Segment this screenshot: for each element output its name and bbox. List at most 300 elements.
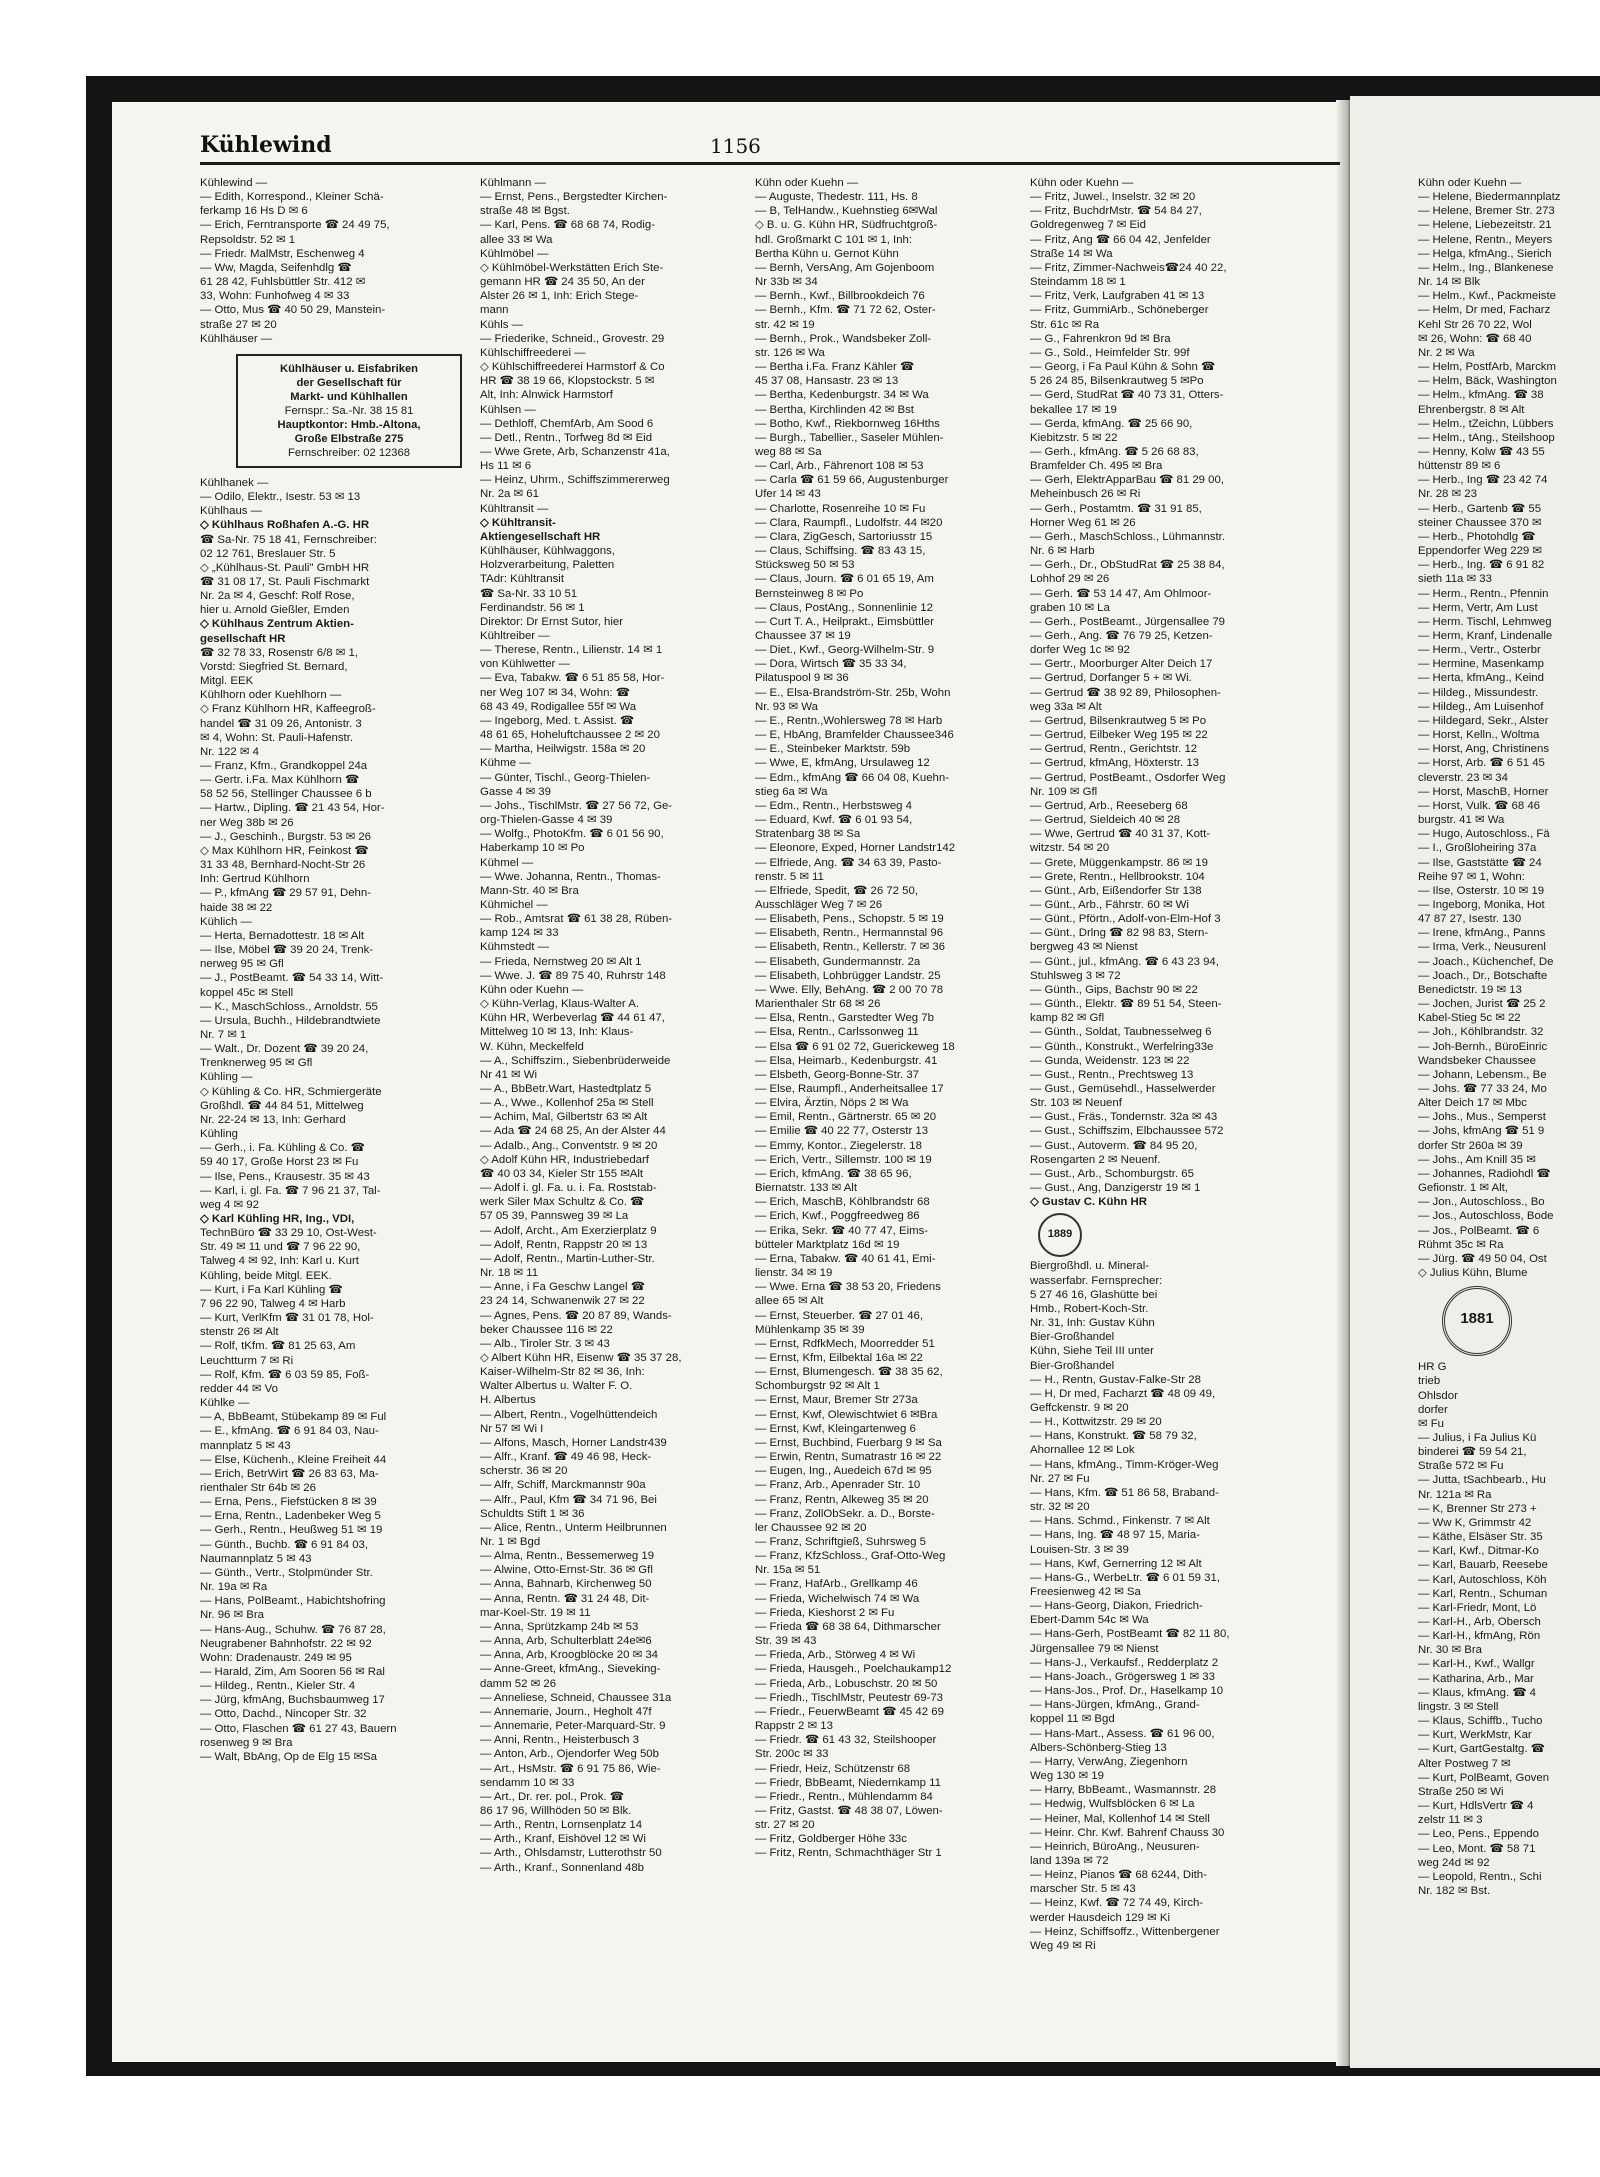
directory-entry: — Hans, Konstrukt. ☎ 58 79 32,	[1030, 1430, 1197, 1443]
directory-entry: — Charlotte, Rosenreihe 10 ✉ Fu	[755, 502, 926, 515]
directory-entry: mannplatz 5 ✉ 43	[200, 1439, 291, 1452]
directory-entry: — Erich, kfmAng. ☎ 38 65 96,	[755, 1167, 912, 1180]
directory-entry: ◇ Kühlmöbel-Werkstätten Erich Ste-	[480, 261, 664, 274]
directory-entry: — Agnes, Pens. ☎ 20 87 89, Wands-	[480, 1309, 672, 1322]
directory-entry: — Herm, Kranf, Lindenalle	[1418, 630, 1553, 642]
directory-entry: — Botho, Kwf., Riekbornweg 16Hths	[755, 417, 940, 430]
directory-entry: ◇ Kühling & Co. HR, Schmiergeräte	[200, 1085, 382, 1098]
directory-entry: — Gerh, ElektrApparBau ☎ 81 29 00,	[1030, 474, 1225, 487]
directory-entry: — Hugo, Autoschloss., Fä	[1418, 828, 1550, 841]
directory-entry: Kühn oder Kuehn —	[1030, 177, 1134, 189]
directory-entry: ✉ 4, Wohn: St. Pauli-Hafenstr.	[200, 731, 354, 744]
directory-entry: — Alfr., Kranf. ☎ 49 46 98, Heck-	[480, 1451, 652, 1464]
directory-entry: — Ilse, Gaststätte ☎ 24	[1418, 856, 1542, 869]
directory-entry: — Walt., Dr. Dozent ☎ 39 20 24,	[200, 1043, 369, 1056]
advertisement-box	[236, 354, 462, 468]
directory-entry: Alt, Inh: Alnwick Harmstorf	[480, 389, 613, 402]
directory-entry: — Alfr, Schiff, Marckmannstr 90a	[480, 1479, 646, 1492]
directory-entry: — Herta, kfmAng., Keind	[1418, 672, 1544, 685]
directory-entry: — Bernh., Kwf., Billbrookdeich 76	[755, 290, 925, 303]
directory-entry: Bertha Kühn u. Gernot Kühn	[755, 247, 899, 260]
directory-entry: — Gust., Ang, Danzigerstr 19 ✉ 1	[1030, 1182, 1201, 1195]
directory-entry: koppel 45c ✉ Stell	[200, 986, 294, 999]
directory-entry: — Günth., Buchb. ☎ 6 91 84 03,	[200, 1538, 369, 1551]
directory-entry: Ausschläger Weg 7 ✉ 26	[755, 898, 883, 911]
directory-entry: — Fritz, Zimmer-Nachweis☎24 40 22,	[1030, 261, 1227, 274]
directory-entry: ◇ Max Kühlhorn HR, Feinkost ☎	[200, 844, 369, 857]
directory-entry: — Leo, Mont. ☎ 58 71	[1418, 1842, 1536, 1855]
directory-entry: — Gust., Arb., Schomburgstr. 65	[1030, 1167, 1194, 1180]
directory-entry: — Bertha, Kedenburgstr. 34 ✉ Wa	[755, 389, 929, 402]
directory-entry: weg 33a ✉ Alt	[1030, 700, 1102, 713]
directory-entry: — Frieda ☎ 68 38 64, Dithmarscher	[755, 1620, 941, 1633]
directory-entry: Jürgensallee 79 ✉ Nienst	[1030, 1642, 1159, 1655]
directory-entry: — Wwe Grete, Arb, Schanzenstr 41a,	[480, 445, 670, 458]
directory-entry: — Edm., Rentn., Herbstsweg 4	[755, 799, 912, 812]
directory-entry: — Ernst, Kfm, Eilbektal 16a ✉ 22	[755, 1351, 923, 1364]
directory-entry: — Elisabeth, Pens., Schopstr. 5 ✉ 19	[755, 913, 944, 926]
directory-entry: HR G	[1418, 1361, 1447, 1374]
directory-entry: Nr 33b ✉ 34	[755, 276, 818, 289]
directory-entry: dorfer Str 260a ✉ 39	[1418, 1139, 1523, 1152]
directory-entry: Inh: Gertrud Kühlhorn	[200, 873, 310, 886]
directory-entry: — Gertrud, Eilbeker Weg 195 ✉ 22	[1030, 729, 1208, 742]
directory-entry: — Friedr., Rentn., Mühlendamm 84	[755, 1790, 933, 1803]
directory-entry: — Gerh., Postamtm. ☎ 31 91 85,	[1030, 502, 1202, 515]
directory-entry: — Detl., Rentn., Torfweg 8d ✉ Eid	[480, 431, 653, 444]
directory-entry: Wohn: Dradenaustr. 249 ✉ 95	[200, 1651, 352, 1664]
directory-entry: Kühmel —	[480, 856, 534, 869]
directory-entry: Kühn oder Kuehn —	[755, 177, 859, 189]
directory-entry: ☎ Sa-Nr. 33 10 51	[480, 587, 578, 600]
directory-entry: — Odilo, Elektr., Isestr. 53 ✉ 13	[200, 491, 361, 504]
directory-entry: — Fritz, Rentn, Schmachthäger Str 1	[755, 1847, 942, 1860]
directory-entry: — Grete, Rentn., Hellbrookstr. 104	[1030, 870, 1205, 883]
directory-entry: — P., kfmAng ☎ 29 57 91, Dehn-	[200, 887, 372, 900]
directory-entry: 5 26 24 85, Bilsenkrautweg 5 ✉Po	[1030, 375, 1204, 388]
directory-entry: — J., Geschinh., Burgstr. 53 ✉ 26	[200, 830, 371, 843]
directory-entry: stieg 6a ✉ Wa	[755, 785, 828, 798]
directory-entry: — Anna, Sprützkamp 24b ✉ 53	[480, 1620, 639, 1633]
directory-entry: kamp 82 ✉ Gfl	[1030, 1012, 1105, 1025]
directory-entry: — Harald, Zim, Am Sooren 56 ✉ Ral	[200, 1666, 385, 1678]
directory-entry: — Elsa, Heimarb., Kedenburgstr. 41	[755, 1054, 938, 1067]
directory-entry: Kühlmöbel —	[480, 247, 549, 260]
directory-entry: — Gertr., Moorburger Alter Deich 17	[1030, 658, 1213, 671]
directory-entry: — Günt., Pförtn., Adolf-von-Elm-Hof 3	[1030, 913, 1221, 926]
directory-entry: — Bernh., Prok., Wandsbeker Zoll-	[755, 332, 932, 345]
directory-entry: — Elsbeth, Georg-Bonne-Str. 37	[755, 1068, 919, 1081]
directory-entry: — Günt., Arb, Eißendorfer Str 138	[1030, 884, 1202, 897]
directory-entry: Str. 200c ✉ 33	[755, 1748, 829, 1761]
directory-entry: Walter Albertus u. Walter F. O.	[480, 1380, 633, 1393]
directory-entry: — Claus, PostAng., Sonnenlinie 12	[755, 601, 933, 614]
directory-entry: werk Siler Max Schultz & Co. ☎	[480, 1196, 645, 1209]
directory-entry: ◇ Franz Kühlhorn HR, Kaffeegroß-	[200, 703, 376, 716]
directory-entry: Nr. 122 ✉ 4	[200, 745, 259, 758]
directory-entry: Talweg 4 ✉ 92, Inh: Karl u. Kurt	[200, 1255, 359, 1268]
scan-bottom-edge	[86, 2068, 1600, 2076]
directory-entry: — Walt, BbAng, Op de Elg 15 ✉Sa	[200, 1750, 377, 1763]
directory-entry: — Gertrud, Sieldeich 40 ✉ 28	[1030, 814, 1181, 827]
directory-entry: — Gerh., MaschSchloss., Lühmannstr.	[1030, 530, 1225, 543]
directory-entry: — Elfriede, Ang. ☎ 34 63 39, Pasto-	[755, 856, 942, 869]
directory-entry: — Anna, Bahnarb, Kirchenweg 50	[480, 1578, 652, 1591]
directory-entry: Nr. 27 ✉ Fu	[1030, 1472, 1090, 1485]
directory-entry: — Elfriede, Spedit, ☎ 26 72 50,	[755, 884, 918, 897]
directory-entry: — Günt., Drlng ☎ 82 98 83, Stern-	[1030, 927, 1209, 940]
directory-entry: Nr 57 ✉ Wi I	[480, 1422, 544, 1435]
directory-entry: — Herm, Vertr, Am Lust	[1418, 601, 1538, 614]
directory-entry: — Irene, kfmAng., Panns	[1418, 927, 1546, 940]
directory-entry: — Ernst, Buchbind, Fuerbarg 9 ✉ Sa	[755, 1436, 942, 1449]
directory-entry: Str. 39 ✉ 43	[755, 1635, 817, 1648]
directory-entry: — Eva, Tabakw. ☎ 6 51 85 58, Hor-	[480, 672, 665, 685]
directory-entry: 7 96 22 90, Talweg 4 ✉ Harb	[200, 1297, 346, 1310]
directory-entry: sendamm 10 ✉ 33	[480, 1776, 575, 1789]
directory-entry: Kühmichel —	[480, 898, 548, 911]
directory-entry: — K, Brenner Str 273 +	[1418, 1502, 1537, 1515]
ad-heading-line: Markt- und Kühlhallen	[290, 390, 408, 403]
directory-entry: — H., Rentn, Gustav-Falke-Str 28	[1030, 1373, 1201, 1386]
directory-entry: — H., Kottwitzstr. 29 ✉ 20	[1030, 1416, 1162, 1429]
directory-entry: sieth 11a ✉ 33	[1418, 573, 1492, 586]
directory-entry: Kühlhanek —	[200, 476, 269, 489]
directory-entry: Albers-Schönberg-Stieg 13	[1030, 1741, 1167, 1754]
directory-entry: Kaiser-Wilhelm-Str 82 ✉ 36, Inh:	[480, 1366, 645, 1379]
directory-entry: — Hildeg., Rentn., Kieler Str. 4	[200, 1680, 356, 1693]
directory-entry: Gefionstr. 1 ✉ Alt,	[1418, 1182, 1508, 1195]
directory-entry: — E., kfmAng. ☎ 6 91 84 03, Nau-	[200, 1425, 379, 1438]
directory-entry: — Arth., Kranf, Eishövel 12 ✉ Wi	[480, 1833, 646, 1846]
directory-entry: steiner Chaussee 370 ✉	[1418, 516, 1542, 529]
directory-entry: — Wwe, Gertrud ☎ 40 31 37, Kott-	[1030, 828, 1211, 841]
directory-entry: — Otto, Mus ☎ 40 50 29, Manstein-	[200, 304, 386, 317]
directory-entry: — Ernst, Blumengesch. ☎ 38 35 62,	[755, 1366, 943, 1379]
directory-entry: redder 44 ✉ Vo	[200, 1382, 278, 1395]
directory-entry: Nr. 19a ✉ Ra	[200, 1581, 268, 1594]
directory-entry: Kühmstedt —	[480, 941, 550, 954]
directory-entry: witzstr. 54 ✉ 20	[1030, 842, 1110, 855]
directory-entry: Leuchtturm 7 ✉ Ri	[200, 1354, 294, 1367]
directory-entry: Alster 26 ✉ 1, Inh: Erich Stege-	[480, 290, 639, 303]
directory-entry: — Helm., tZeichn, Lübbers	[1418, 417, 1554, 430]
directory-entry: — Heinz, Schiffsoffz., Wittenbergener	[1030, 1925, 1220, 1938]
directory-entry: — Gerh., kfmAng. ☎ 5 26 68 83,	[1030, 445, 1199, 458]
directory-entry: — Frieda, Hausgeh., Poelchaukamp12	[755, 1663, 952, 1676]
directory-entry: — Gerh., Rentn., Heußweg 51 ✉ 19	[200, 1524, 383, 1537]
directory-entry: — Wwe. Elly, BehAng. ☎ 2 00 70 78	[755, 983, 944, 996]
column-4	[1030, 176, 1328, 2006]
directory-entry: — Elsa ☎ 6 91 02 72, Guerickeweg 18	[755, 1040, 955, 1053]
directory-entry: bergweg 43 ✉ Nienst	[1030, 941, 1138, 954]
directory-entry: — Alwine, Otto-Ernst-Str. 36 ✉ Gfl	[480, 1564, 653, 1577]
directory-entry: — Clara, Raumpfl., Ludolfstr. 44 ✉20	[755, 516, 943, 529]
directory-entry: — Helm., Kwf., Packmeiste	[1418, 290, 1556, 303]
directory-entry: — Johs., Am Knill 35 ✉	[1418, 1153, 1536, 1166]
directory-entry: — Annemarie, Peter-Marquard-Str. 9	[480, 1720, 666, 1733]
directory-entry: Horner Weg 61 ✉ 26	[1030, 516, 1136, 529]
directory-entry: — Gust., Fräs., Tondernstr. 32a ✉ 43	[1030, 1111, 1218, 1124]
directory-entry: renstr. 5 ✉ 11	[755, 870, 824, 883]
directory-entry: Naumannplatz 5 ✉ 43	[200, 1552, 312, 1565]
directory-entry: — Ilse, Osterstr. 10 ✉ 19	[1418, 884, 1545, 897]
directory-entry: 48 61 65, Hoheluftchaussee 2 ✉ 20	[480, 729, 660, 742]
directory-entry: — Erwin, Rentn, Sumatrastr 16 ✉ 22	[755, 1451, 942, 1464]
directory-entry: Nr. 6 ✉ Harb	[1030, 545, 1095, 558]
directory-entry: — Ernst, Maur, Bremer Str 273a	[755, 1394, 918, 1407]
directory-entry: — Else, Küchenh., Kleine Freiheit 44	[200, 1453, 387, 1466]
directory-entry: — Kurt, GartGestaltg. ☎	[1418, 1743, 1545, 1756]
directory-entry: — Heinrich, BüroAng., Neusuren-	[1030, 1840, 1200, 1853]
directory-entry: — Gerh., Ang. ☎ 76 79 25, Ketzen-	[1030, 630, 1213, 642]
directory-entry: Steindamm 18 ✉ 1	[1030, 276, 1126, 289]
directory-entry: hier u. Arnold Gießler, Emden	[200, 604, 350, 617]
directory-entry: ✉ 26, Wohn: ☎ 68 40	[1418, 332, 1532, 345]
directory-entry: Trenknerweg 95 ✉ Gfl	[200, 1057, 313, 1070]
directory-entry: bütteler Marktplatz 16d ✉ 19	[755, 1238, 900, 1251]
directory-entry: — K., MaschSchloss., Arnoldstr. 55	[200, 1000, 378, 1013]
directory-entry: — Bernh., Kfm. ☎ 71 72 62, Oster-	[755, 304, 936, 317]
directory-entry: Kühme —	[480, 757, 531, 770]
company-seal: 1889	[1038, 1213, 1082, 1257]
directory-entry: — Gunda, Weidenstr. 123 ✉ 22	[1030, 1054, 1190, 1067]
directory-entry: — Johannes, Radiohdl ☎	[1418, 1167, 1551, 1180]
directory-entry: — Karl-H., Kwf., Wallgr	[1418, 1658, 1535, 1671]
directory-entry: — Karl-Friedr, Mont, Lö	[1418, 1601, 1537, 1614]
directory-entry: Kühltreiber —	[480, 630, 550, 642]
directory-entry: — Adalb., Ang., Conventstr. 9 ✉ 20	[480, 1139, 658, 1152]
directory-entry: ferkamp 16 Hs D ✉ 6	[200, 205, 308, 218]
directory-entry: — Annemarie, Journ., Hegholt 47f	[480, 1705, 652, 1718]
directory-entry: rosenweg 9 ✉ Bra	[200, 1736, 293, 1749]
directory-entry: hdl. Großmarkt C 101 ✉ 1, Inh:	[755, 233, 913, 246]
directory-entry: — Gust., Gemüsehdl., Hasselwerder	[1030, 1083, 1216, 1095]
directory-entry: — Gerh., i. Fa. Kühling & Co. ☎	[200, 1142, 365, 1155]
directory-entry: — Erich, Ferntransporte ☎ 24 49 75,	[200, 219, 390, 232]
directory-entry: — Heinz, Kwf. ☎ 72 74 49, Kirch-	[1030, 1897, 1204, 1910]
directory-entry: — Eduard, Kwf. ☎ 6 01 93 54,	[755, 814, 913, 827]
directory-entry: graben 10 ✉ La	[1030, 601, 1110, 614]
directory-entry: Nr. 1 ✉ Bgd	[480, 1536, 541, 1548]
directory-entry: ◇ Kühlhaus Roßhafen A.-G. HR	[200, 519, 370, 532]
directory-entry: allee 65 ✉ Alt	[755, 1295, 824, 1308]
directory-entry: Kühling	[200, 1128, 238, 1141]
directory-entry: Kühlschiffreederei —	[480, 346, 586, 359]
directory-entry: — A., BbBetr.Wart, Hastedtplatz 5	[480, 1083, 652, 1095]
directory-entry: ◇ Adolf Kühn HR, Industriebedarf	[480, 1153, 649, 1166]
directory-entry: Straße 572 ✉ Fu	[1418, 1460, 1504, 1473]
directory-entry: — Frieda, Arb., Störweg 4 ✉ Wi	[755, 1649, 916, 1662]
directory-entry: — Gertrud, Rentn., Gerichtstr. 12	[1030, 743, 1198, 756]
directory-entry: haide 38 ✉ 22	[200, 901, 273, 914]
directory-entry: Weg 49 ✉ Ri	[1030, 1939, 1096, 1952]
directory-entry: — Gertrud, kfmAng, Höxterstr. 13	[1030, 757, 1200, 770]
directory-entry: — Bernh, VersAng, Am Gojenboom	[755, 261, 935, 274]
directory-entry: — Franz, KfzSchloss., Graf-Otto-Weg	[755, 1550, 946, 1563]
directory-entry: Kühn HR, Werbeverlag ☎ 44 61 47,	[480, 1012, 665, 1025]
directory-entry: Ferdinandstr. 56 ✉ 1	[480, 601, 585, 614]
column-1	[200, 176, 468, 2006]
directory-entry: Kühlhäuser —	[200, 332, 273, 345]
directory-entry: 31 33 48, Bernhard-Nocht-Str 26	[200, 859, 366, 872]
directory-entry: straße 48 ✉ Bgst.	[480, 205, 570, 218]
directory-entry: — Johs., Mus., Semperst	[1418, 1111, 1546, 1124]
directory-entry: — Jos., PolBeamt. ☎ 6	[1418, 1224, 1540, 1237]
directory-entry: Nr 41 ✉ Wi	[480, 1068, 538, 1081]
directory-entry: Rosengarten 2 ✉ Neuenf.	[1030, 1153, 1161, 1166]
directory-entry: Kühlhorn oder Kuehlhorn —	[200, 689, 342, 702]
ad-detail-line: Fernschreiber: 02 12368	[288, 446, 410, 459]
directory-entry: weg 88 ✉ Sa	[755, 445, 822, 458]
directory-entry: land 139a ✉ 72	[1030, 1854, 1109, 1867]
directory-entry: ☎ 32 78 33, Rosenstr 6/8 ✉ 1,	[200, 646, 358, 659]
directory-entry: — Helm, Dr med, Facharz	[1418, 304, 1551, 317]
directory-entry: Wandsbeker Chaussee	[1418, 1054, 1536, 1067]
directory-entry: — Adolf, Rentn., Martin-Luther-Str.	[480, 1252, 655, 1265]
directory-entry: — Anna, Rentn. ☎ 31 24 48, Dit-	[480, 1592, 650, 1605]
directory-entry: — Herb., Photohdlg ☎	[1418, 530, 1536, 543]
directory-entry: — Horst, MaschB, Horner	[1418, 785, 1549, 798]
directory-entry: — Günth., Konstrukt., Werfelring33e	[1030, 1040, 1214, 1053]
directory-entry: burgstr. 41 ✉ Wa	[1418, 814, 1505, 827]
directory-entry: — Ada ☎ 24 68 25, An der Alster 44	[480, 1125, 666, 1138]
directory-entry: — Joh-Bernh., BüroEinric	[1418, 1040, 1548, 1053]
directory-entry: — Herb., Gartenb ☎ 55	[1418, 502, 1542, 515]
directory-entry: Nr. 2a ✉ 4, Geschf: Rolf Rose,	[200, 590, 355, 603]
directory-entry: — Fritz, Verk, Laufgraben 41 ✉ 13	[1030, 290, 1205, 303]
directory-entry: Straße 14 ✉ Wa	[1030, 247, 1113, 260]
directory-entry: rienthaler Str 64b ✉ 26	[200, 1481, 316, 1494]
directory-entry: — Hildeg., Am Luisenhof	[1418, 700, 1544, 713]
directory-entry: Kühlich —	[200, 915, 252, 928]
directory-entry: — Alb., Tiroler Str. 3 ✉ 43	[480, 1337, 610, 1350]
directory-entry: — Franz, Rentn, Alkeweg 35 ✉ 20	[755, 1493, 929, 1506]
directory-entry: Stratenbarg 38 ✉ Sa	[755, 828, 861, 841]
directory-entry: Straße 250 ✉ Wi	[1418, 1785, 1504, 1798]
directory-entry: trieb	[1418, 1375, 1441, 1388]
directory-entry: — Gertrud, Dorfanger 5 + ✉ Wi.	[1030, 672, 1192, 685]
directory-entry: — Franz, Arb., Apenrader Str. 10	[755, 1479, 921, 1492]
directory-entry: mann	[480, 304, 509, 317]
directory-entry: — Helene, Liebezeitstr. 21	[1418, 219, 1552, 232]
directory-entry: Biergroßhdl. u. Mineral-	[1030, 1260, 1150, 1273]
directory-entry: Kehl Str 26 70 22, Wol	[1418, 318, 1532, 331]
directory-entry: — Ingeborg, Monika, Hot	[1418, 898, 1545, 911]
directory-entry: Mühlenkamp 35 ✉ 39	[755, 1323, 865, 1336]
directory-entry: — Jos., Autoschloss, Bode	[1418, 1210, 1554, 1223]
directory-entry: — E, HbAng, Bramfelder Chaussee346	[755, 729, 954, 742]
directory-entry: — Günt., jul., kfmAng. ☎ 6 43 23 94,	[1030, 955, 1219, 968]
directory-entry: TAdr: Kühltransit	[480, 573, 564, 586]
directory-entry: str. 126 ✉ Wa	[755, 346, 825, 359]
directory-entry: — Friedr, BbBeamt, Niedernkamp 11	[755, 1776, 941, 1789]
directory-entry: Direktor: Dr Ernst Sutor, hier	[480, 615, 624, 628]
directory-entry: 47 87 27, Isestr. 130	[1418, 913, 1522, 926]
directory-entry: — Anneliese, Schneid, Chaussee 31a	[480, 1691, 672, 1704]
directory-entry: — Fritz, Gastst. ☎ 48 38 07, Löwen-	[755, 1804, 943, 1817]
directory-entry: Großhdl. ☎ 44 84 51, Mittelweg	[200, 1099, 364, 1112]
directory-entry: Nr. 14 ✉ Blk	[1418, 276, 1481, 289]
directory-entry: — Claus, Journ. ☎ 6 01 65 19, Am	[755, 573, 934, 586]
directory-entry: Ebert-Damm 54c ✉ Wa	[1030, 1614, 1149, 1627]
directory-entry: — Jochen, Jurist ☎ 25 2	[1418, 998, 1546, 1011]
directory-entry: — Johs., TischlMstr. ☎ 27 56 72, Ge-	[480, 799, 673, 812]
directory-entry: — Henny, Kolw ☎ 43 55	[1418, 445, 1545, 458]
directory-entry: — Georg, i Fa Paul Kühn & Sohn ☎	[1030, 361, 1216, 374]
directory-entry: Freesienweg 42 ✉ Sa	[1030, 1586, 1141, 1598]
directory-entry: — Dora, Wirtsch ☎ 35 33 34,	[755, 658, 907, 671]
directory-entry: — Horst, Vulk. ☎ 68 46	[1418, 799, 1541, 812]
directory-entry: ◇ Kühn-Verlag, Klaus-Walter A.	[480, 998, 640, 1011]
directory-entry: — Eugen, Ing., Auedeich 67d ✉ 95	[755, 1465, 932, 1478]
directory-entry: — Gerh. ☎ 53 14 47, Am Ohlmoor-	[1030, 587, 1212, 600]
directory-entry: — Alfr., Paul, Kfm ☎ 34 71 96, Bei	[480, 1493, 657, 1506]
directory-entry: — Fritz, BuchdrMstr. ☎ 54 84 27,	[1030, 205, 1202, 218]
directory-entry: — Herm., Vertr., Osterbr	[1418, 644, 1541, 657]
directory-entry: — Hans-Aug., Schuhw. ☎ 76 87 28,	[200, 1623, 386, 1636]
directory-entry: org-Thielen-Gasse 4 ✉ 39	[480, 814, 613, 827]
directory-entry: Lohhof 29 ✉ 26	[1030, 573, 1110, 586]
directory-entry: — Gust., Autoverm. ☎ 84 95 20,	[1030, 1139, 1198, 1152]
directory-entry: Weg 130 ✉ 19	[1030, 1770, 1104, 1783]
directory-entry: — Erich, BetrWirt ☎ 26 83 63, Ma-	[200, 1467, 379, 1480]
directory-entry: — Gertrud, PostBeamt., Osdorfer Weg	[1030, 771, 1226, 784]
directory-entry: Ufer 14 ✉ 43	[755, 488, 821, 501]
directory-entry: — Erika, Sekr. ☎ 40 77 47, Eims-	[755, 1224, 929, 1237]
directory-entry: — Carl, Arb., Fährenort 108 ✉ 53	[755, 460, 924, 473]
directory-entry: — Alfons, Masch, Horner Landstr439	[480, 1436, 667, 1449]
directory-entry: — Carla ☎ 61 59 66, Augustenburger	[755, 474, 949, 487]
directory-entry: — Fritz, GummiArb., Schöneberger	[1030, 304, 1209, 317]
directory-entry: Kühn, Siehe Teil III unter	[1030, 1345, 1154, 1358]
directory-entry: — Karl, Bauarb, Reesebe	[1418, 1559, 1548, 1572]
directory-entry: — Hans-G., WerbeLtr. ☎ 6 01 59 31,	[1030, 1571, 1220, 1584]
directory-entry: — Otto, Flaschen ☎ 61 27 43, Bauern	[200, 1722, 397, 1735]
directory-entry: — Johs. ☎ 77 33 24, Mo	[1418, 1083, 1547, 1095]
directory-entry: — Emilie ☎ 40 22 77, Osterstr 13	[755, 1125, 929, 1138]
directory-entry: Ahornallee 12 ✉ Lok	[1030, 1444, 1135, 1457]
directory-entry: — Else, Raumpfl., Anderheitsallee 17	[755, 1083, 944, 1095]
directory-entry: — Ilse, Pens., Krausestr. 35 ✉ 43	[200, 1170, 370, 1183]
directory-entry: Louisen-Str. 3 ✉ 39	[1030, 1543, 1129, 1556]
directory-entry: — Burgh., Tabellier., Saseler Mühlen-	[755, 431, 944, 444]
directory-entry: Str. 49 ✉ 11 und ☎ 7 96 22 90,	[200, 1241, 361, 1254]
directory-entry: 86 17 96, Willhöden 50 ✉ Blk.	[480, 1804, 632, 1817]
directory-entry: — Rolf, tKfm. ☎ 81 25 63, Am	[200, 1340, 356, 1353]
directory-entry: Kühlsen —	[480, 403, 536, 416]
directory-entry: Nr. 7 ✉ 1	[200, 1028, 247, 1041]
directory-entry: — Helene, Rentn., Meyers	[1418, 233, 1553, 246]
directory-entry: — Helga, kfmAng., Sierich	[1418, 247, 1552, 260]
directory-entry: Alter Deich 17 ✉ Mbc	[1418, 1097, 1527, 1110]
directory-entry: — Hedwig, Wulfsblöcken 6 ✉ La	[1030, 1798, 1195, 1811]
directory-entry: — Elisabeth, Lohbrügger Landstr. 25	[755, 969, 941, 982]
directory-entry: Bier-Großhandel	[1030, 1359, 1115, 1372]
directory-entry: — Klaus, kfmAng. ☎ 4	[1418, 1686, 1537, 1699]
directory-entry: — I., Großloheiring 37a	[1418, 842, 1537, 855]
company-seal: 1881	[1442, 1286, 1512, 1356]
directory-entry: — Erich, Vertr., Sillemstr. 100 ✉ 19	[755, 1153, 932, 1166]
directory-entry: — Anton, Arb., Ojendorfer Weg 50b	[480, 1748, 659, 1761]
running-head	[200, 128, 1340, 164]
directory-entry: — Günter, Tischl., Georg-Thielen-	[480, 771, 651, 784]
directory-entry: — E., Steinbeker Marktstr. 59b	[755, 743, 911, 756]
directory-entry: — Günth., Gips, Bachstr 90 ✉ 22	[1030, 983, 1198, 996]
ad-detail-line: Hauptkontor: Hmb.-Altona,	[277, 418, 421, 431]
directory-entry: Hs 11 ✉ 6	[480, 460, 532, 473]
directory-entry: — Emil, Rentn., Gärtnerstr. 65 ✉ 20	[755, 1111, 937, 1124]
